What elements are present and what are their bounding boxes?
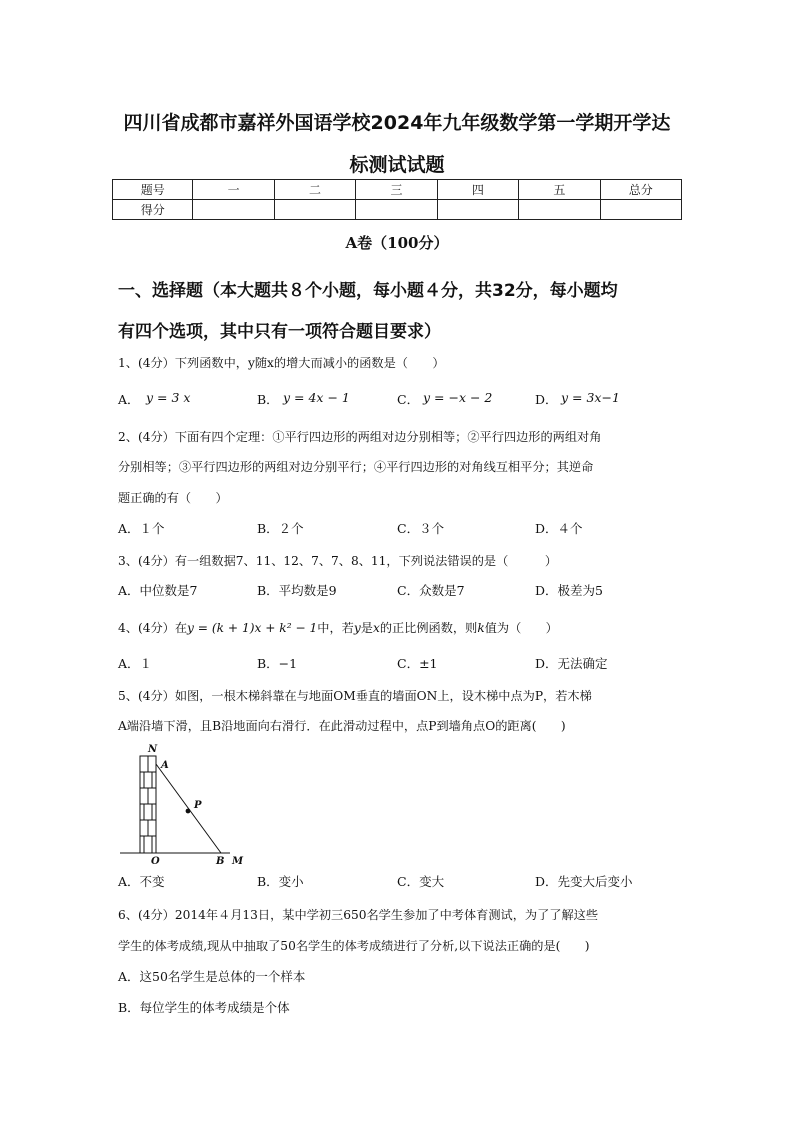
question-5-line2: A端沿墙下滑，且B沿地面向右滑行．在此滑动过程中，点P到墙角点O的距离( ) [118,719,566,733]
question-3-stem: 3、(4分）有一组数据7、11、12、7、7、8、11，下列说法错误的是（ ） [118,554,558,568]
q4-stem-end: 值为（ ） [484,621,558,635]
q2-option-a: A．１个 [118,521,165,536]
question-5-line1: 5、(4分）如图，一根木梯斜靠在与地面OM垂直的墙面ON上，设木梯中点为P，若木梯 [118,689,592,703]
q4-var-y: y [353,621,361,635]
score-input-cell[interactable] [437,200,518,220]
table-cell: 三 [356,180,437,200]
score-input-cell[interactable] [193,200,274,220]
question-1-stem: 1、(4分）下列函数中，y随x的增大而减小的函数是（ ） [118,356,445,370]
score-input-cell[interactable] [600,200,681,220]
ladder-wall-figure [118,742,258,870]
q4-var-x: x [372,621,380,635]
q6-option-a: A．这50名学生是总体的一个样本 [118,969,306,984]
q3-option-d: D．极差为5 [535,583,603,598]
q1-option-a-formula: y = 3 x [146,390,191,405]
question-6-line2: 学生的体考成绩,现从中抽取了50名学生的体考成绩进行了分析,以下说法正确的是( ) [118,939,590,953]
score-input-cell[interactable] [519,200,600,220]
q4-stem-pre: 4、(4分）在 [118,621,188,635]
q1-option-d-formula: y = 3x−1 [561,390,620,405]
q1-option-c-label: C． [397,392,420,407]
question-4-stem [118,622,558,634]
question-2-line3: 题正确的有（ ） [118,491,228,505]
q3-option-b: B．平均数是9 [257,583,337,598]
q4-option-a: A．１ [118,656,153,671]
q1-option-c-formula: y = −x − 2 [423,390,493,405]
score-table-score-row [113,200,682,220]
score-table [112,179,682,220]
label-a: A [161,760,169,771]
exam-title-line1: 四川省成都市嘉祥外国语学校2024年九年级数学第一学期开学达 [123,112,671,134]
q4-option-b: B．−1 [257,656,298,671]
table-cell: 二 [274,180,355,200]
q6-option-b: B．每位学生的体考成绩是个体 [118,1000,290,1015]
ladder-line [156,764,221,853]
label-p: P [194,800,202,811]
midpoint-p [186,809,191,814]
question-2-line2: 分别相等；③平行四边形的两组对边分别平行；④平行四边形的对角线互相平分；其逆命 [118,460,594,474]
score-input-cell[interactable] [356,200,437,220]
label-m: M [232,856,244,867]
score-table-header-row [113,180,682,200]
question-2-line1: 2、(4分）下面有四个定理：①平行四边形的两组对边分别相等；②平行四边形的两组对角 [118,430,602,444]
q2-option-b: B．２个 [257,521,304,536]
q2-option-d: D．４个 [535,521,583,536]
table-cell: 总分 [600,180,681,200]
q3-option-a: A．中位数是7 [118,583,198,598]
q3-option-c: C．众数是7 [397,583,465,598]
table-cell: 四 [437,180,518,200]
question-6-line1: 6、(4分）2014年４月13日，某中学初三650名学生参加了中考体育测试，为了了解这些 [118,908,599,922]
part1-heading-line2: 有四个选项，其中只有一项符合题目要求） [118,322,441,342]
q1-option-b-formula: y = 4x − 1 [283,390,350,405]
table-cell: 一 [193,180,274,200]
q1-option-d-label: D． [535,392,558,407]
q4-option-c: C．±1 [397,656,438,671]
q1-option-a-label: A． [118,392,140,407]
q2-option-c: C．３个 [397,521,445,536]
label-o: O [151,856,160,867]
q1-option-b-label: B． [257,392,279,407]
exam-title-line2: 标测试试题 [349,154,445,176]
section-a-heading: A卷（100分） [345,234,449,252]
q4-equation: y = (k + 1)x + k² − 1 [187,621,318,635]
table-cell: 五 [519,180,600,200]
label-b: B [216,856,225,867]
q5-option-a: A．不变 [118,874,165,889]
q5-option-c: C．变大 [397,874,445,889]
table-cell: 题号 [113,180,193,200]
q4-option-d: D．无法确定 [535,656,608,671]
q4-stem-is: 是 [360,621,373,635]
score-input-cell[interactable] [274,200,355,220]
q4-var-k: k [477,621,485,635]
q4-stem-mid: 中，若 [317,621,354,635]
label-n: N [148,744,158,755]
q5-option-d: D．先变大后变小 [535,874,633,889]
part1-heading-line1: 一、选择题（本大题共８个小题，每小题４分，共32分，每小题均 [118,281,618,301]
q5-option-b: B．变小 [257,874,304,889]
table-cell: 得分 [113,200,193,220]
q4-stem-post: 的正比例函数，则 [379,621,478,635]
